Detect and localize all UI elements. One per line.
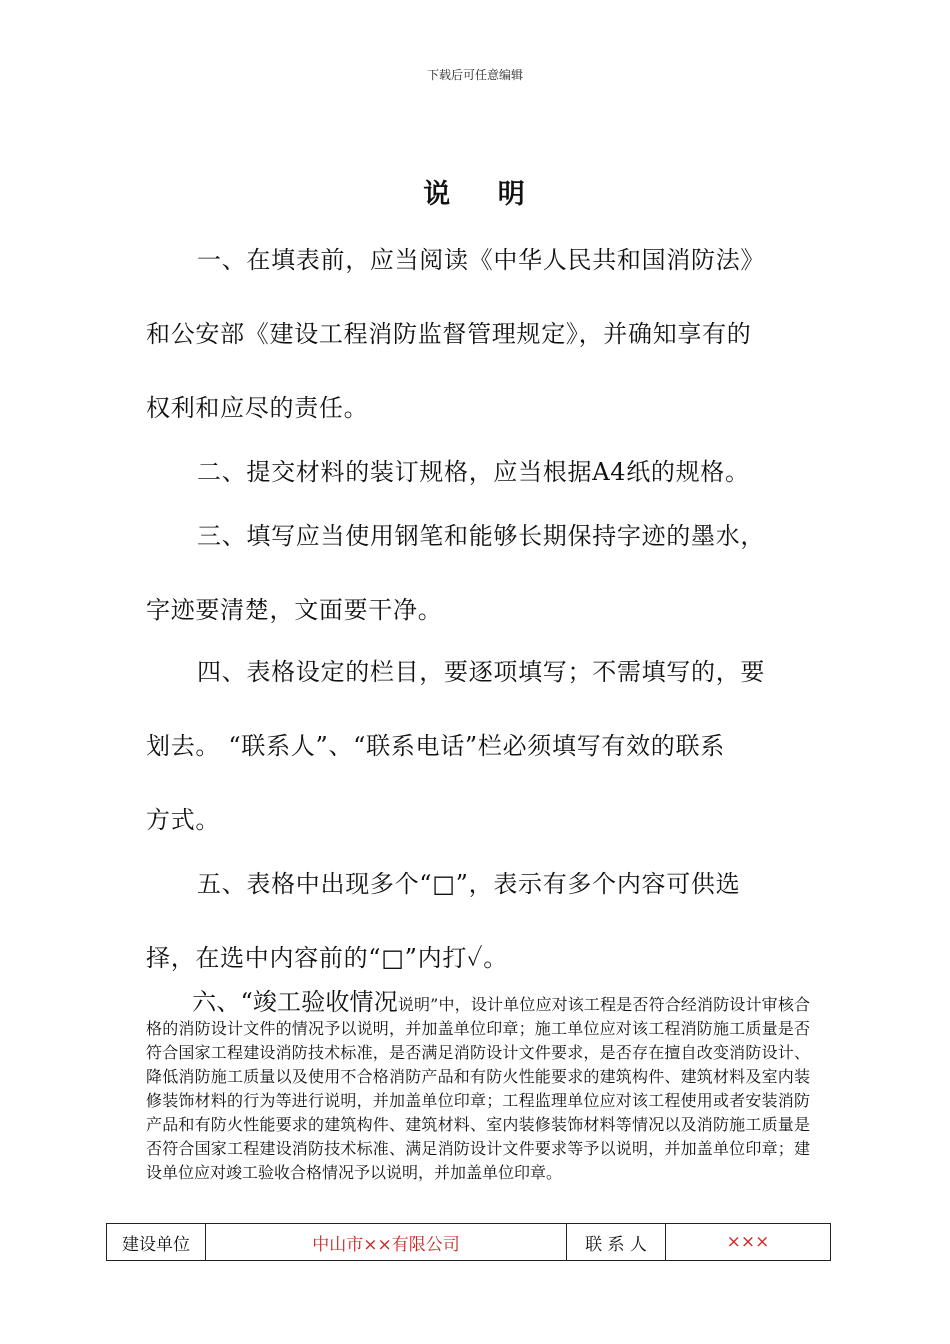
table-row: [107, 1224, 831, 1261]
para3-line2: 字迹要清楚，文面要干净。: [146, 596, 443, 624]
para2-line1: 二、提交材料的装订规格，应当根据A4纸的规格。: [197, 458, 750, 486]
contact-person-label: 联 系 人: [567, 1224, 666, 1261]
para4-line3: 方式。: [146, 806, 221, 834]
para4-line2: 划去。 “联系人”、“联系电话”栏必须填写有效的联系: [146, 732, 725, 760]
para5-line2: 择，在选中内容前的“□”内打✓。: [146, 944, 508, 972]
page-header: 下载后可任意编辑: [426, 68, 523, 82]
construction-unit-label: 建设单位: [107, 1224, 206, 1261]
para6: [146, 990, 810, 1185]
contact-table: [106, 1223, 831, 1261]
contact-person-value[interactable]: ×××: [666, 1224, 831, 1261]
para3-line1: 三、填写应当使用钢笔和能够长期保持字迹的墨水，: [197, 522, 766, 550]
para6-body: 说明”中，设计单位应对该工程是否符合经消防设计审核合格的消防设计文件的情况予以说明，并加盖单位印章；施工单位应对该工程消防施工质量是否符合国家工程建设消防技术标准，是否满足消防设计文件要求，是否存在擅自改变消防设计、降低消防施工质量以及使用不合格消防产品和有防火性能要求的建筑构件、建筑材料及室内装修装饰材料的行为等进行说明，并加盖单位印章；工程监理单位应对该工程使用或者安装消防产品和有防火性能要求的建筑构件、建筑材料、室内装修装饰材料等情况以及消防施工质量是否符合国家工程建设消防技术标准、满足消防设计文件要求等予以说明，并加盖单位印章；建设单位应对竣工验收合格情况予以说明，并加盖单位印章。: [146, 995, 810, 1182]
para6-lead: 六、“竣工验收情况: [192, 988, 398, 1016]
para4-line1: 四、表格设定的栏目，要逐项填写；不需填写的，要: [197, 658, 766, 686]
page-title: 说 明: [423, 179, 527, 210]
construction-unit-value[interactable]: 中山市××有限公司: [206, 1224, 567, 1261]
para5-line1: 五、表格中出现多个“□”，表示有多个内容可供选: [197, 870, 741, 898]
para1-line2: 和公安部《建设工程消防监督管理规定》，并确知享有的: [146, 320, 752, 348]
para1-line1: 一、在填表前，应当阅读《中华人民共和国消防法》: [197, 246, 766, 274]
para1-line3: 权利和应尽的责任。: [146, 394, 369, 422]
